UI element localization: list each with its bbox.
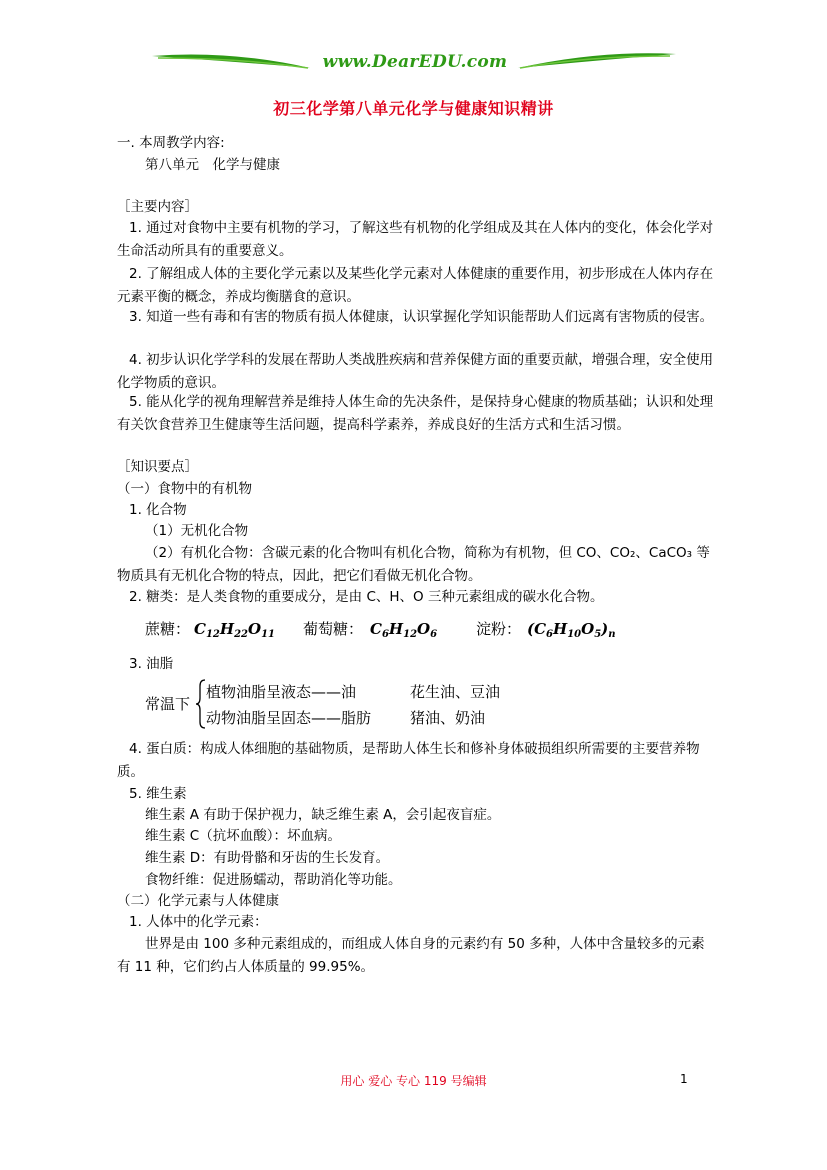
sucrose-label: 蔗糖： <box>145 620 191 638</box>
page-number: 1 <box>680 1072 688 1086</box>
sucrose-formula: $C_{12}H_{22}O_{11}$ <box>194 620 275 640</box>
fat-example-animal: 猪油、奶油 <box>410 709 486 727</box>
point-protein: 4. 蛋白质：构成人体细胞的基础物质，是帮助人体生长和修补身体破损组织所需要的主要营养物质。 <box>117 741 700 780</box>
starch-label: 淀粉： <box>476 620 522 638</box>
fat-row-animal: 动物油脂呈固态——脂肪 <box>206 709 372 727</box>
point-body-elements: 1. 人体中的化学元素： <box>129 914 268 930</box>
site-name: www.DearEDU.com <box>322 52 508 72</box>
section-elements-health: （二）化学元素与人体健康 <box>117 893 279 909</box>
point-compounds: 1. 化合物 <box>129 502 187 518</box>
glucose-label: 葡萄糖： <box>303 620 364 638</box>
main-content-heading: ［主要内容］ <box>117 199 198 215</box>
unit-name: 第八单元 化学与健康 <box>145 157 280 173</box>
point-organic: （2）有机化合物：含碳元素的化合物叫有机化合物，简称为有机物，但 CO、CO₂、CaCO₃ 等物质具有无机化合物的特点，因此，把它们看做无机化合物。 <box>117 545 710 584</box>
point-fats: 3. 油脂 <box>129 656 174 672</box>
main-item-1: 1. 通过对食物中主要有机物的学习，了解这些有机物的化学组成及其在人体内的变化，体会化学对生命活动所具有的重要意义。 <box>117 220 714 259</box>
section-heading: 一. 本周教学内容: <box>117 135 225 151</box>
footer-text: 用心 爱心 专心 119 号编辑 <box>340 1074 487 1088</box>
section-food-organics: （一）食物中的有机物 <box>117 481 252 497</box>
page-title: 初三化学第八单元化学与健康知识精讲 <box>273 99 554 118</box>
main-item-2: 2. 了解组成人体的主要化学元素以及某些化学元素对人体健康的重要作用，初步形成在人体内存在元素平衡的概念，养成均衡膳食的意识。 <box>117 266 714 305</box>
fat-example-plant: 花生油、豆油 <box>410 683 501 701</box>
vitamin-c: 维生素 C（抗坏血酸）：坏血病。 <box>145 828 341 844</box>
main-item-3: 3. 知道一些有毒和有害的物质有损人体健康，认识掌握化学知识能帮助人们远离有害物质的侵害。 <box>129 309 714 325</box>
glucose-formula: $C_6H_{12}O_6$ <box>370 620 438 640</box>
vitamin-d: 维生素 D：有助骨骼和牙齿的生长发育。 <box>145 850 390 866</box>
knowledge-heading: ［知识要点］ <box>117 459 198 475</box>
point-inorganic: （1）无机化合物 <box>145 523 249 539</box>
starch-formula: $(C_6H_{10}O_5)_n$ <box>527 620 616 640</box>
dietary-fiber: 食物纤维：促进肠蠕动，帮助消化等功能。 <box>145 872 402 888</box>
fat-row-plant: 植物油脂呈液态——油 <box>206 683 357 701</box>
main-item-5: 5. 能从化学的视角理解营养是维持人体生命的先决条件，是保持身心健康的物质基础；认识和处理有关饮食营养卫生健康等生活问题，提高科学素养，养成良好的生活方式和生活习惯。 <box>117 394 714 433</box>
point-sugars: 2. 糖类：是人类食物的重要成分，是由 C、H、O 三种元素组成的碳水化合物。 <box>129 589 604 605</box>
point-vitamins: 5. 维生素 <box>129 786 187 802</box>
main-item-4: 4. 初步认识化学学科的发展在帮助人类战胜疾病和营养保健方面的重要贡献，增强合理，安全使用化学物质的意识。 <box>117 352 714 391</box>
body-elements-text: 世界是由 100 多种元素组成的，而组成人体自身的元素约有 50 多种，人体中含量较多的元素有 11 种，它们约占人体质量的 99.95%。 <box>117 936 705 975</box>
fat-classification <box>145 678 545 730</box>
header-banner <box>150 46 678 80</box>
vitamin-a: 维生素 A 有助于保护视力，缺乏维生素 A，会引起夜盲症。 <box>145 807 501 823</box>
fat-condition-label: 常温下 <box>145 695 191 713</box>
